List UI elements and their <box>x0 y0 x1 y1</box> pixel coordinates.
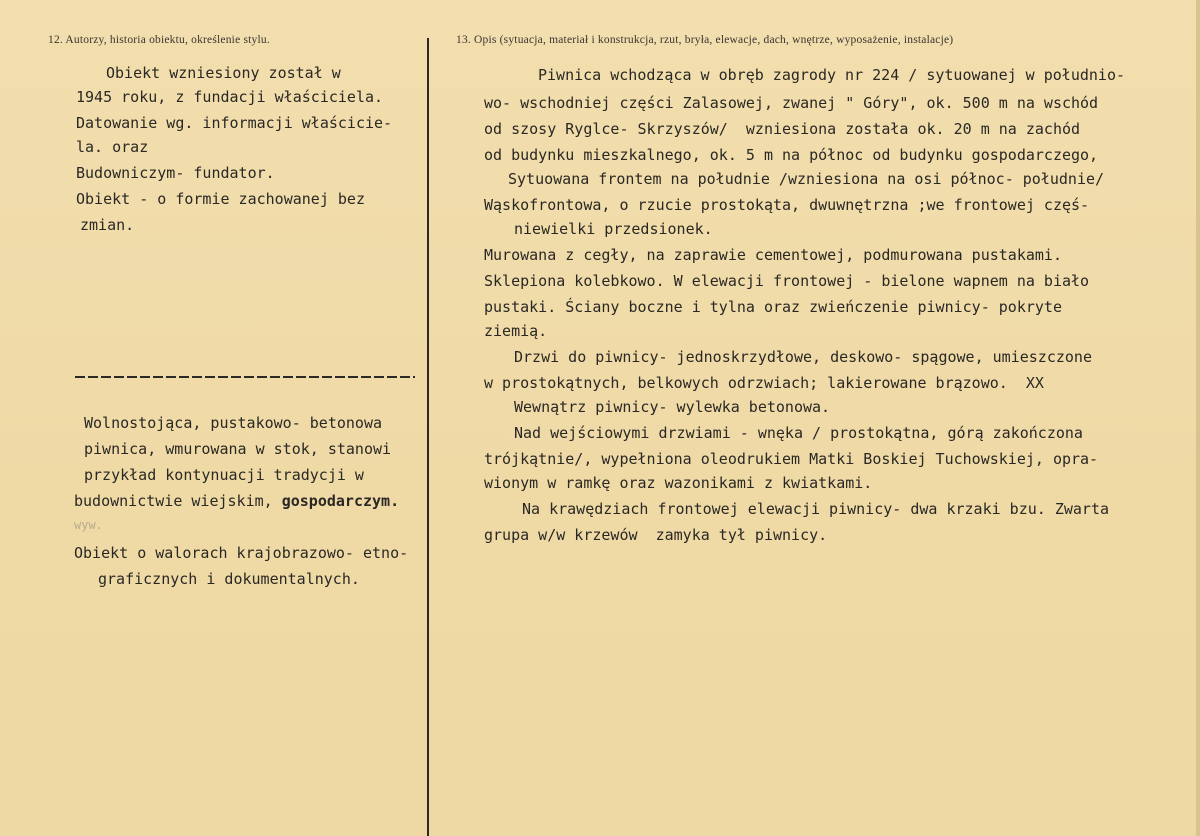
text-line: Wąskofrontowa, o rzucie prostokąta, dwuwnętrzna ;we frontowej częś- <box>484 196 1090 214</box>
text-line: la. oraz <box>76 138 149 156</box>
text-line: niewielki przedsionek. <box>514 220 713 238</box>
column-divider <box>427 38 429 836</box>
text-line: ziemią. <box>484 322 548 340</box>
text-line: Murowana z cegły, na zaprawie cementowej, podmurowana pustakami. <box>484 246 1062 264</box>
text-line: wo- wschodniej części Zalasowej, zwanej " Góry", ok. 500 m na wschód <box>484 94 1099 112</box>
text-line: graficznych i dokumentalnych. <box>98 570 360 588</box>
text-line: trójkątnie/, wypełniona oleodrukiem Matki Boskiej Tuchowskiej, opra- <box>484 450 1099 468</box>
text-line <box>74 492 399 510</box>
text-line: 1945 roku, z fundacji właściciela. <box>76 88 384 106</box>
text-line: od szosy Ryglce- Skrzyszów/ wzniesiona została ok. 20 m na zachód <box>484 120 1081 138</box>
text-line: Obiekt - o formie zachowanej bez <box>76 190 365 208</box>
text-line: Drzwi do piwnicy- jednoskrzydłowe, deskowo- spągowe, umieszczone <box>514 348 1092 366</box>
text-line: Sytuowana frontem na południe /wzniesiona na osi północ- południe/ <box>508 170 1105 188</box>
text-line: Obiekt wzniesiony został w <box>106 64 341 82</box>
bold-text: gospodarczym. <box>281 492 400 510</box>
section-12-header: 12. Autorzy, historia obiektu, określenie stylu. <box>48 34 270 46</box>
text-line: Datowanie wg. informacji właściciе- <box>76 114 393 132</box>
text-line: w prostokątnych, belkowych odrzwiach; lakierowane brązowo. XX <box>484 374 1044 392</box>
text-line: Na krawędziach frontowej elewacji piwnicy- dwa krzaki bzu. Zwarta <box>522 500 1109 518</box>
faint-text: wyw. <box>74 518 103 532</box>
text-line: od budynku mieszkalnego, ok. 5 m na północ od budynku gospodarczego, <box>484 146 1099 164</box>
text-line: Nad wejściowymi drzwiami - wnęka / prostokątna, górą zakończona <box>514 424 1083 442</box>
text-line: pustaki. Ściany boczne i tylna oraz zwieńczenie piwnicy- pokryte <box>484 298 1062 316</box>
text-line: przykład kontynuacji tradycji w <box>84 466 364 484</box>
text-line: Wewnątrz piwnicy- wylewka betonowa. <box>514 398 831 416</box>
text-line: grupa w/w krzewów zamyka tył piwnicy. <box>484 526 828 544</box>
text-line: wionym w ramkę oraz wazonikami z kwiatkami. <box>484 474 873 492</box>
text-line: Piwnica wchodząca w obręb zagrody nr 224 / sytuowanej w południo- <box>538 66 1125 84</box>
section-13-header: 13. Opis (sytuacja, materiał i konstrukcja, rzut, bryła, elewacje, dach, wnętrze, wyposażenie, instalacje) <box>456 34 954 46</box>
text-line: Wolnostojąca, pustakowo- betonowa <box>84 414 383 432</box>
dashed-separator <box>75 376 415 378</box>
text-line: Sklepiona kolebkowo. W elewacji frontowej - bielone wapnem na biało <box>484 272 1090 290</box>
page-edge <box>1196 0 1200 836</box>
text-line: zmian. <box>80 216 135 234</box>
text-line: piwnica, wmurowana w stok, stanowi <box>84 440 392 458</box>
text-segment: budownictwie wiejskim, <box>74 492 282 510</box>
text-line: Obiekt o walorach krajobrazowo- etno- <box>74 544 409 562</box>
text-line: Budowniczym- fundator. <box>76 164 275 182</box>
